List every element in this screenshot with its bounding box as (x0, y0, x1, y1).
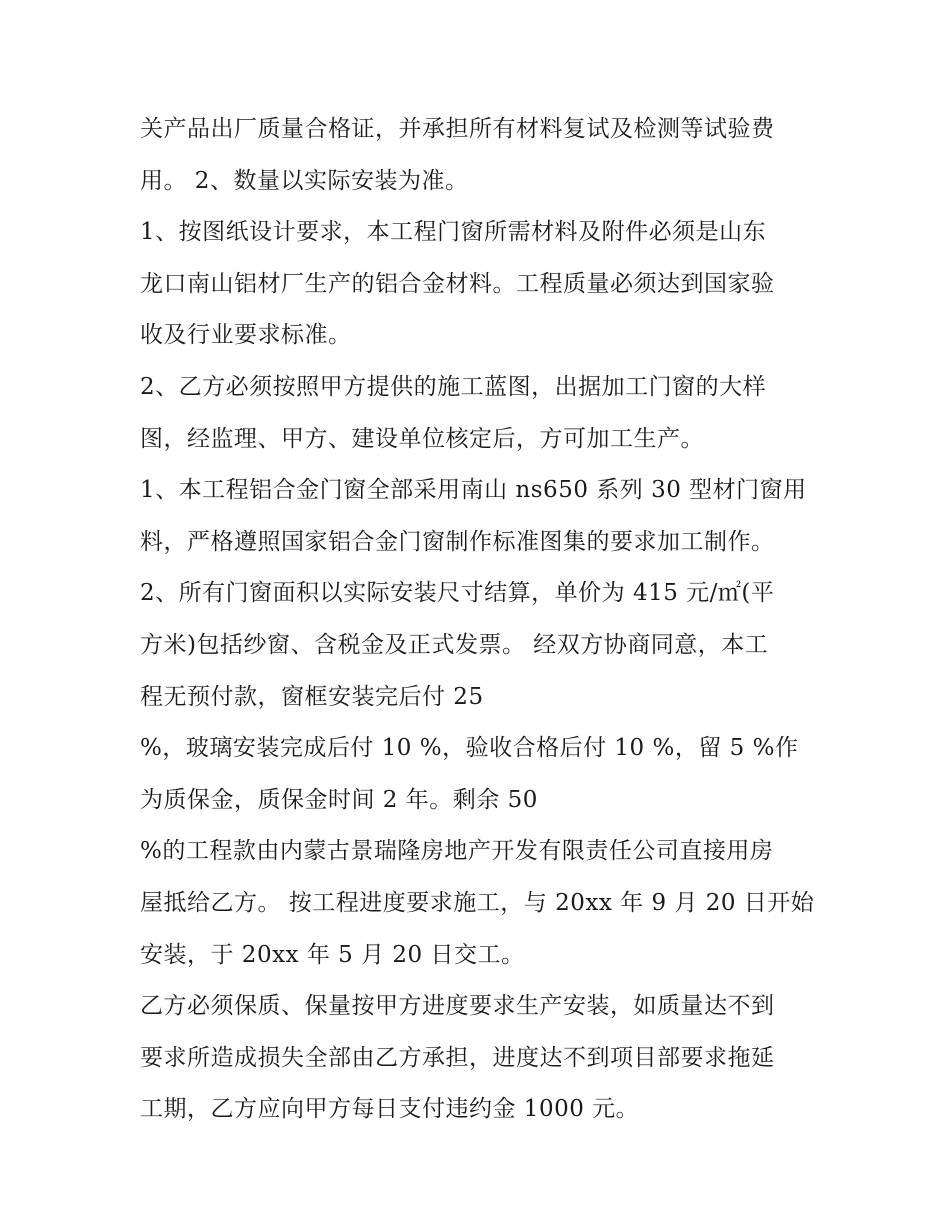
text-line: 工期，乙方应向甲方每日支付违约金 1000 元。 (140, 1096, 640, 1123)
text-line: 方米)包括纱窗、含税金及正式发票。 经双方协商同意，本工 (140, 631, 769, 658)
document-body (140, 104, 820, 1136)
text-line: 屋抵给乙方。 按工程进度要求施工，与 20xx 年 9 月 20 日开始 (140, 889, 815, 916)
text-line: 1、按图纸设计要求，本工程门窗所需材料及附件必须是山东 (140, 219, 767, 246)
text-line: 用。 2、数量以实际安装为准。 (140, 167, 469, 194)
text-line: 为质保金，质保金时间 2 年。剩余 50 (140, 786, 538, 813)
text-line: 安装，于 20xx 年 5 月 20 日交工。 (140, 941, 525, 968)
text-line: %，玻璃安装完成后付 10 %，验收合格后付 10 %，留 5 %作 (140, 735, 799, 762)
text-line: 收及行业要求标准。 (140, 322, 352, 349)
text-line: %的工程款由内蒙古景瑞隆房地产开发有限责任公司直接用房 (140, 838, 774, 865)
text-line: 1、本工程铝合金门窗全部采用南山 ns650 系列 30 型材门窗用 (140, 477, 807, 504)
text-line: 2、乙方必须按照甲方提供的施工蓝图，出据加工门窗的大样 (140, 373, 767, 400)
text-line: 乙方必须保质、保量按甲方进度要求生产安装，如质量达不到 (140, 993, 775, 1020)
text-line: 图，经监理、甲方、建设单位核定后，方可加工生产。 (140, 425, 704, 452)
text-line: 料，严格遵照国家铝合金门窗制作标准图集的要求加工制作。 (140, 528, 775, 555)
text-line: 2、所有门窗面积以实际安装尺寸结算，单价为 415 元/㎡(平 (140, 580, 775, 607)
text-line: 关产品出厂质量合格证，并承担所有材料复试及检测等试验费 (140, 116, 775, 142)
text-line: 程无预付款，窗框安装完后付 25 (140, 683, 484, 710)
text-line: 龙口南山铝材厂生产的铝合金材料。工程质量必须达到国家验 (140, 270, 775, 297)
text-line: 要求所造成损失全部由乙方承担，进度达不到项目部要求拖延 (140, 1044, 775, 1071)
